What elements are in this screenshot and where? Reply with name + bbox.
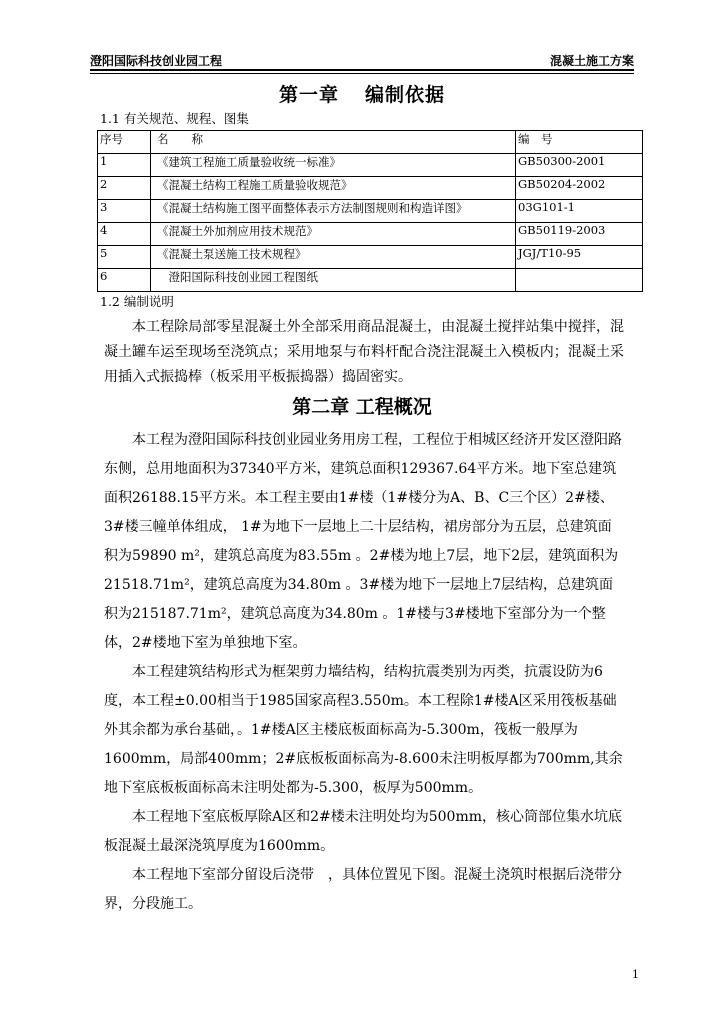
table-cell: 2 <box>98 177 151 200</box>
table-header-cell: 序号 <box>98 131 151 154</box>
header-document-title: 混凝土施工方案 <box>549 54 634 68</box>
page-header <box>90 50 634 70</box>
table-row <box>98 154 643 177</box>
table-cell: 《混凝土泵送施工技术规程》 <box>151 246 516 269</box>
table-cell: GB50119-2003 <box>516 223 643 246</box>
header-rule <box>90 69 634 71</box>
table-cell: 6 <box>98 269 151 292</box>
section-1-2-paragraph <box>104 315 624 390</box>
table-cell: 《建筑工程施工质量验收统一标准》 <box>151 154 516 177</box>
page-number: 1 <box>632 968 639 981</box>
overview-paragraph: 本工程为澄阳国际科技创业园业务用房工程，工程位于相城区经济开发区澄阳路东侧，总用地面积为37340平方米，建筑总面积129367.64平方米。地下室总建筑面积26188.15平方米。本工程主要由1#楼（1#楼分为A、B、C三个区）2#楼、3#楼三幢单体组成， 1#为地下一层地上二十层结构，裙房部分为五层，总建筑面积为59890 m²，建筑总高度为83.55m 。2#楼为地上7层，地下2层，建筑面积为21518.71m²，建筑总高度为34.80m 。3#楼为地下一层地上7层结构，总建筑面积为215187.71m²，建筑总高度为34.80m 。1#楼与3#楼地下室部分为一个整体，2#楼地下室为单独地下室。 <box>104 432 622 651</box>
table-cell: 澄阳国际科技创业园工程图纸 <box>151 269 516 292</box>
table-row <box>98 200 643 223</box>
table-row <box>98 269 643 292</box>
overview-paragraph: 本工程建筑结构形式为框架剪力墙结构，结构抗震类别为丙类，抗震设防为6度，本工程±0.00相当于1985国家高程3.550m。本工程除1#楼A区采用筏板基础外其余都为承台基础，。1#楼A区主楼底板面标高为-5.300m，筏板一般厚为1600mm，局部400mm；2#底板板面标高为-8.600未注明板厚都为700mm,其余地下室底板板面标高未注明处都为-5.300，板厚为500mm。 <box>104 664 623 796</box>
table-header-cell: 名 称 <box>151 131 516 154</box>
table-cell: 《混凝土外加剂应用技术规范》 <box>151 223 516 246</box>
paragraph-text: 本工程除局部零星混凝土外全部采用商品混凝土，由混凝土搅拌站集中搅拌，混凝土罐车运至现场至浇筑点；采用地泵与布料杆配合浇注混凝土入模板内；混凝土采用插入式振捣棒（板采用平板振捣器）捣固密实。 <box>104 319 624 385</box>
chapter-1-title <box>0 80 724 107</box>
section-1-1-heading: 1.1 有关规范、规程、图集 <box>100 111 249 126</box>
reference-table <box>97 130 643 292</box>
overview-paragraph: 本工程地下室底板厚除A区和2#楼未注明处均为500mm，核心筒部位集水坑底板混凝土最深浇筑厚度为1600mm。 <box>104 809 623 854</box>
table-header-row <box>98 131 643 154</box>
table-cell: 《混凝土结构施工图平面整体表示方法制图规则和构造详图》 <box>151 200 516 223</box>
table-cell <box>516 269 643 292</box>
overview-paragraph: 本工程地下室部分留设后浇带 ，具体位置见下图。混凝土浇筑时根据后浇带分界，分段施工。 <box>104 867 622 912</box>
table-cell: 4 <box>98 223 151 246</box>
table-row <box>98 246 643 269</box>
section-1-2-heading: 1.2 编制说明 <box>100 294 174 309</box>
table-row <box>98 177 643 200</box>
header-project-title: 澄阳国际科技创业园工程 <box>90 54 223 68</box>
table-row <box>98 223 643 246</box>
chapter-1-number: 第一章 <box>278 84 339 106</box>
table-cell: 03G101-1 <box>516 200 643 223</box>
table-header-cell: 编 号 <box>516 131 643 154</box>
table-cell: GB50204-2002 <box>516 177 643 200</box>
table-cell: GB50300-2001 <box>516 154 643 177</box>
table-cell: 《混凝土结构工程施工质量验收规范》 <box>151 177 516 200</box>
header-rule-thin <box>90 73 634 74</box>
table-cell: JGJ/T10-95 <box>516 246 643 269</box>
chapter-1-name: 编制依据 <box>365 84 446 106</box>
table-cell: 5 <box>98 246 151 269</box>
table-cell: 3 <box>98 200 151 223</box>
overview-body <box>104 426 624 919</box>
table-cell: 1 <box>98 154 151 177</box>
chapter-2-title: 第二章 工程概况 <box>292 396 432 418</box>
